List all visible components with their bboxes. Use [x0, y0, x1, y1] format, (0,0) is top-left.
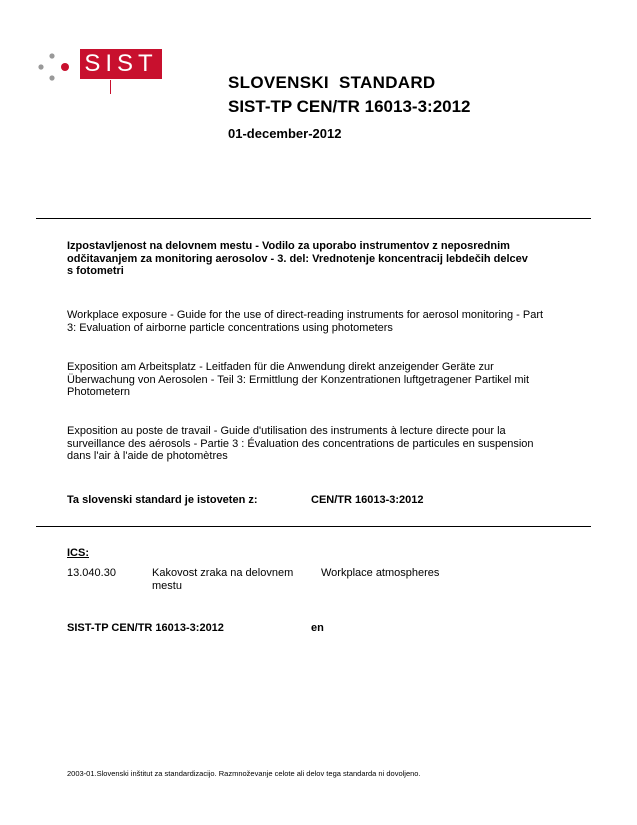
identity-label: Ta slovenski standard je istoveten z: [67, 494, 258, 506]
title-slovenian: Izpostavljenost na delovnem mestu - Vodilo za uporabo instrumentov z neposrednim odčitavanjem za monitoring aerosolov - 3. del: Vrednotenje koncentracij lebdečih delcev s fotometri [67, 240, 528, 277]
copyright-footer: 2003-01.Slovenski inštitut za standardizacijo. Razmnoževanje celote ali delov tega standarda ni dovoljeno. [67, 769, 421, 778]
identity-value: CEN/TR 16013-3:2012 [311, 494, 424, 506]
document-language: en [311, 622, 324, 634]
sist-logo: SIST [80, 49, 162, 79]
document-reference: SIST-TP CEN/TR 16013-3:2012 [67, 622, 224, 634]
logo-divider [110, 80, 111, 94]
title-french: Exposition au poste de travail - Guide d'utilisation des instruments à lecture directe pour la surveillance des aérosols - Partie 3 : Évaluation des concentrations de particules en suspension dans l'air à l'aide de photomètres [67, 425, 534, 462]
ics-description-en: Workplace atmospheres [321, 567, 440, 579]
title-german: Exposition am Arbeitsplatz - Leitfaden für die Anwendung direkt anzeigender Geräte zur Überwachung von Aerosolen - Teil 3: Ermittlung der Konzentrationen luftgetragener Partikel mit Photometern [67, 361, 530, 398]
top-rule [36, 218, 591, 219]
title-english: Workplace exposure - Guide for the use of direct-reading instruments for aerosol monitoring - Part 3: Evaluation of airborne particle concentrations using photometers [67, 309, 544, 334]
standard-date: 01-december-2012 [228, 126, 342, 141]
standard-type: SLOVENSKI STANDARD [228, 73, 436, 92]
ics-heading: ICS: [67, 547, 89, 559]
standard-code: SIST-TP CEN/TR 16013-3:2012 [228, 97, 471, 116]
ics-code: 13.040.30 [67, 567, 116, 579]
ics-description-sl: Kakovost zraka na delovnem mestu [152, 567, 294, 592]
bottom-rule [36, 526, 591, 527]
sist-logo-dots [37, 50, 73, 84]
